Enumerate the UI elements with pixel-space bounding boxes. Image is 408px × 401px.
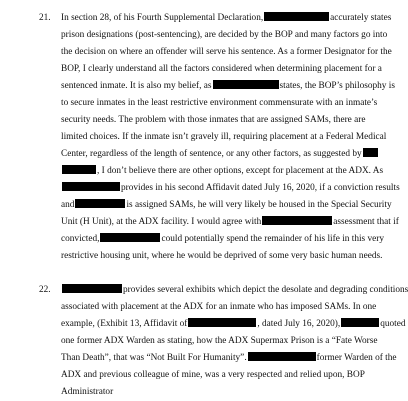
text-segment: restrictive housing unit, where he would be deprived of some very basic human needs.	[61, 251, 383, 261]
text-line	[61, 248, 382, 265]
text-segment: , dated July 16, 2020),	[257, 319, 341, 329]
text-line	[39, 282, 408, 299]
text-segment: security needs. The problem with those inmates that are assigned SAMs, there are	[61, 115, 366, 125]
text-segment: Than Death”, that was “Not Built For Humanity”.	[61, 353, 247, 363]
text-segment: , I don’t believe there are other options, except for placement at the ADX. As	[97, 166, 384, 176]
text-line	[61, 163, 383, 180]
text-segment: quoted	[380, 319, 406, 329]
text-segment: In section 28, of his Fourth Supplemental Declaration,	[61, 13, 264, 23]
text-segment: example, (Exhibit 13, Affidavit of	[61, 319, 188, 329]
text-line	[61, 27, 387, 44]
text-line	[61, 129, 386, 146]
redaction-bar	[100, 233, 160, 242]
paragraph-number: 21.	[39, 13, 51, 23]
text-line	[61, 350, 397, 367]
text-line	[61, 299, 376, 316]
text-line	[61, 333, 378, 350]
redaction-bar	[213, 80, 279, 89]
redaction-bar	[188, 318, 256, 327]
text-segment: sentenced inmate. It is also my belief, as	[61, 81, 212, 91]
text-segment: one former ADX Warden as stating, how the ADX Supermax Prison is a “Fate Worse	[61, 336, 378, 346]
text-segment: the decision on where an offender will serve his sentence. As a former Designator for the	[61, 47, 392, 57]
redaction-bar	[62, 182, 120, 191]
text-line	[61, 231, 384, 248]
text-segment: Center, regardless of the length of sentence, or any other factors, as suggested by	[61, 149, 362, 159]
paragraph-number: 22.	[39, 285, 51, 295]
text-line	[61, 61, 382, 78]
text-line	[61, 367, 365, 384]
text-segment: accurately states	[330, 13, 392, 23]
text-segment: prison designations (post-sentencing), are decided by the BOP and many factors go into	[61, 30, 388, 40]
redaction-bar	[341, 318, 379, 327]
text-segment: provides several exhibits which depict the desolate and degrading conditions	[123, 285, 408, 295]
text-segment: Unit (H Unit), at the ADX facility. I would agree with	[61, 217, 262, 227]
text-line	[39, 10, 392, 27]
text-segment: assessment that if	[333, 217, 399, 227]
text-line	[61, 146, 379, 163]
text-segment: ADX and previous colleague of mine, was a very respected and relied upon, BOP	[61, 370, 365, 380]
text-line	[61, 112, 365, 129]
text-segment: Administrator	[61, 387, 114, 397]
text-line	[61, 316, 406, 333]
redaction-bar	[62, 284, 122, 293]
text-line	[61, 214, 399, 231]
text-segment: states, the BOP’s philosophy is	[279, 81, 395, 91]
text-line	[61, 180, 400, 197]
text-segment: limited choices. If the inmate isn’t gravely ill, requiring placement at a Federal Medical	[61, 132, 387, 142]
redaction-bar	[363, 148, 378, 157]
text-line	[61, 197, 392, 214]
text-segment: BOP, I clearly understand all the factors considered when determining placement for a	[61, 64, 382, 74]
text-segment: provides in his second Affidavit dated July 16, 2020, if a conviction results	[121, 183, 400, 193]
redaction-bar	[75, 199, 125, 208]
text-line	[61, 95, 377, 112]
text-segment: associated with placement at the ADX for an inmate who has imposed SAMs. In one	[61, 302, 377, 312]
text-line	[61, 384, 114, 397]
redaction-bar	[62, 165, 96, 174]
text-segment: could potentially spend the remainder of his life in this very	[161, 234, 385, 244]
redaction-bar	[248, 352, 316, 361]
text-line	[61, 44, 392, 61]
text-segment: is assigned SAMs, he will very likely be housed in the Special Security	[126, 200, 392, 210]
redaction-bar	[262, 216, 332, 225]
text-line	[61, 78, 395, 95]
redaction-bar	[264, 12, 329, 21]
text-segment: convicted,	[61, 234, 100, 244]
text-segment: and	[61, 200, 75, 210]
text-segment: to secure inmates in the least restrictive environment commensurate with an inmate’s	[61, 98, 378, 108]
text-segment: former Warden of the	[316, 353, 397, 363]
